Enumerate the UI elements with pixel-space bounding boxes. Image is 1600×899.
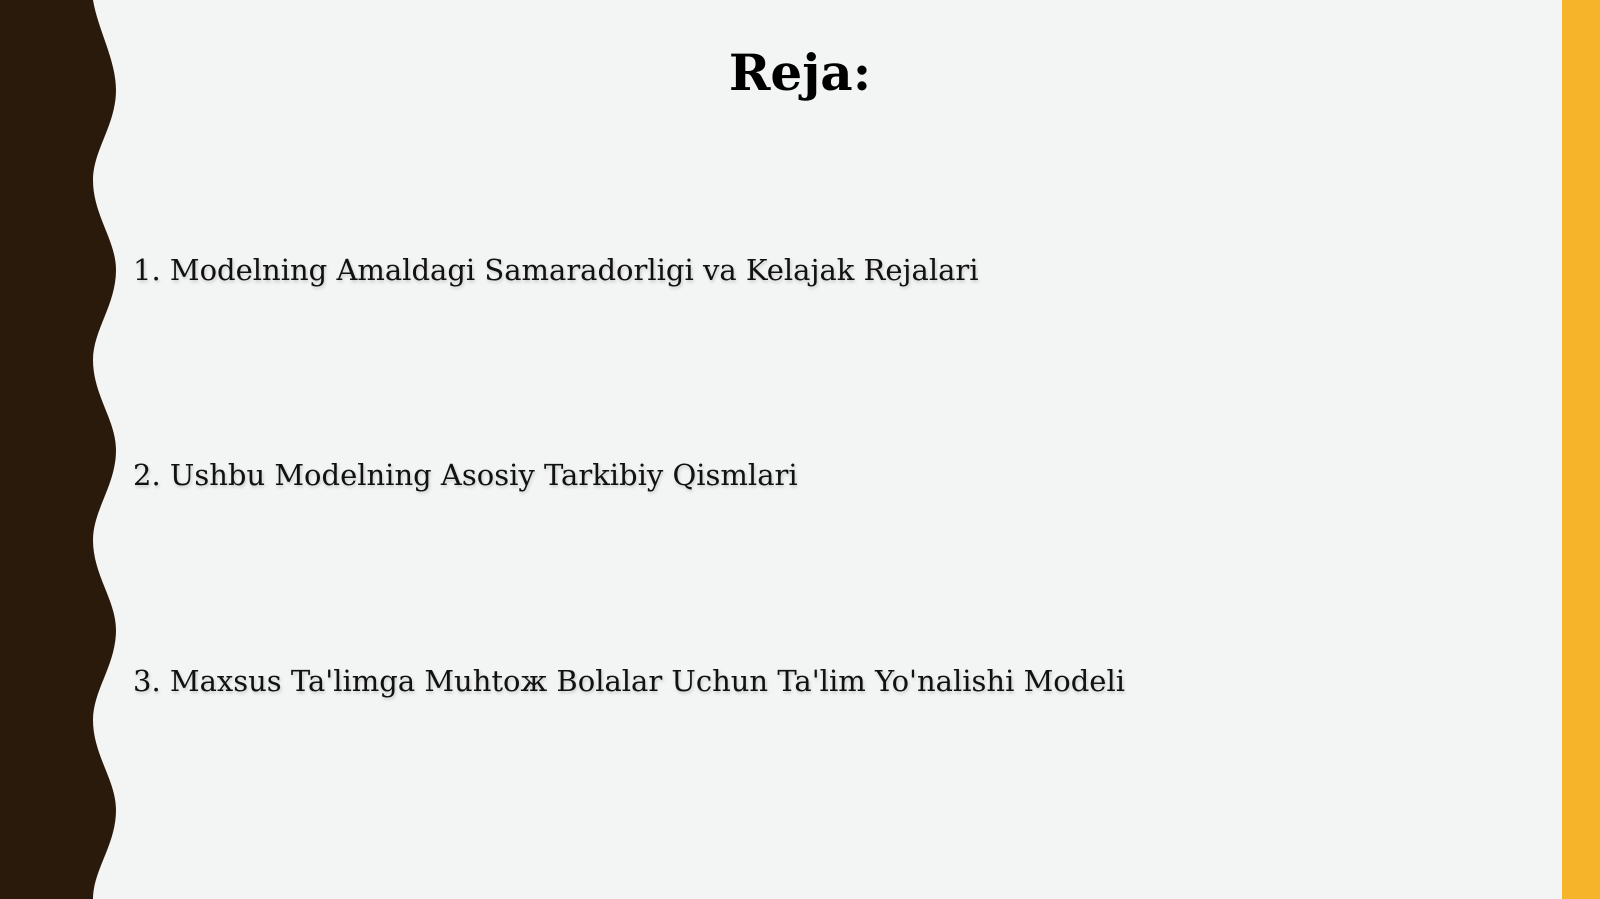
plan-item-3: 3. Maxsus Ta'limga Muhtoж Bolalar Uchun Ta'lim Yo'nalishi Modeli xyxy=(133,664,1126,698)
slide-title: Reja: xyxy=(728,43,872,102)
plan-item-1: 1. Modelning Amaldagi Samaradorligi va Kelajak Rejalari xyxy=(133,253,979,287)
right-accent-bar xyxy=(1562,0,1600,899)
plan-item-2: 2. Ushbu Modelning Asosiy Tarkibiy Qismlari xyxy=(133,458,798,492)
left-wavy-band xyxy=(0,0,120,899)
